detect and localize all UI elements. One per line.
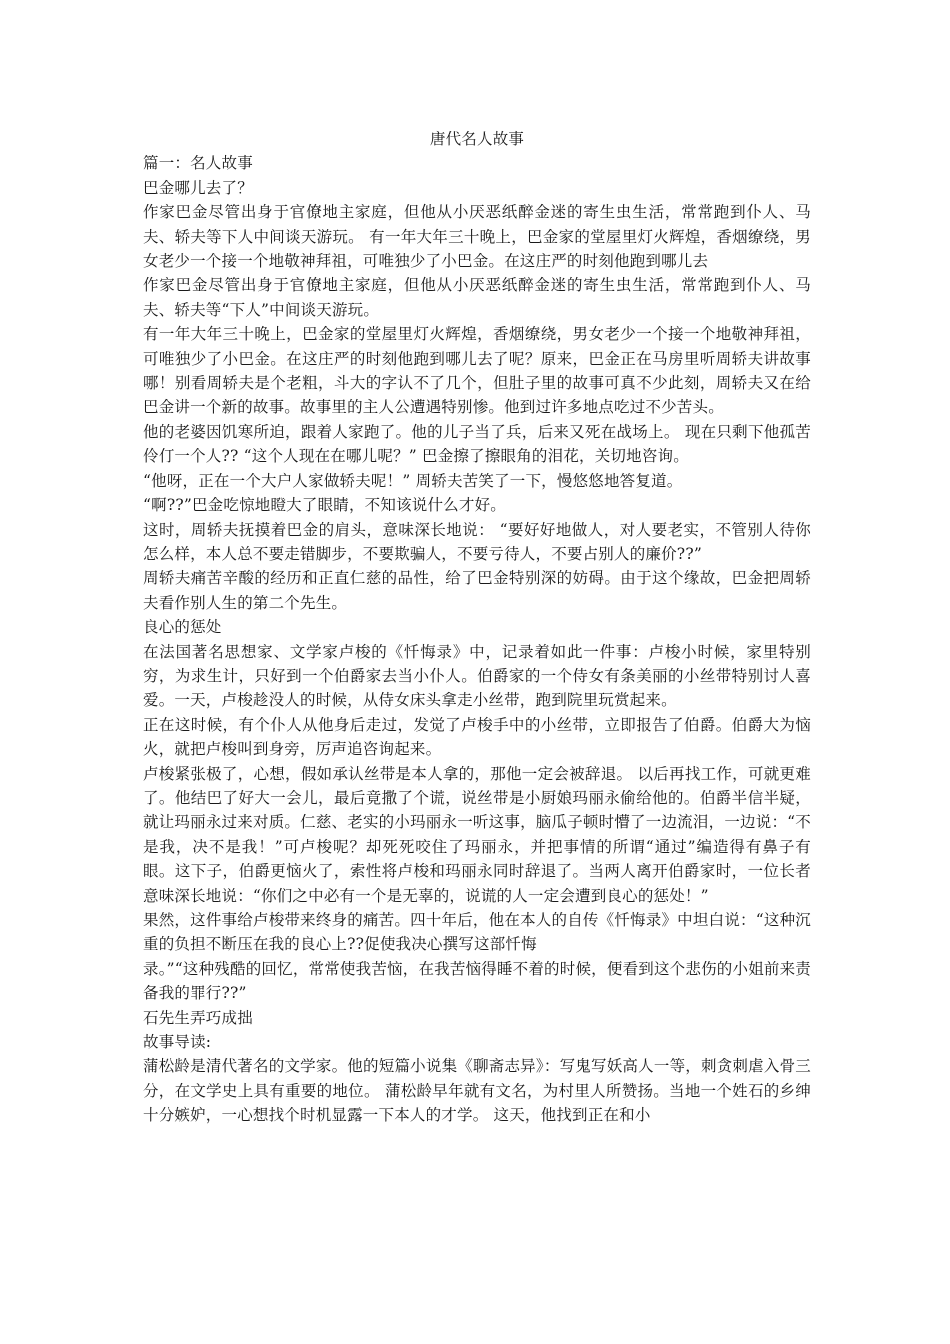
paragraph: 这时，周轿夫抚摸着巴金的肩头，意味深长地说： “要好好地做人，对人要老实，不管别人待你怎么样，本人总不要走错脚步，不要欺骗人，不要亏待人，不要占别人的廉价??” (143, 520, 811, 563)
paragraph: 他的老婆因饥寒所迫，跟着人家跑了。他的儿子当了兵，后来又死在战场上。 现在只剩下他孤苦伶仃一个人?? “这个人现在在哪儿呢？” 巴金擦了擦眼角的泪花，关切地咨询。 (143, 422, 811, 466)
paragraph: 正在这时候，有个仆人从他身后走过，发觉了卢梭手中的小丝带，立即报告了伯爵。伯爵大为恼火，就把卢梭叫到身旁，厉声追咨询起来。 (143, 715, 811, 759)
paragraph: 作家巴金尽管出身于官僚地主家庭，但他从小厌恶纸醉金迷的寄生虫生活，常常跑到仆人、马夫、轿夫等“下人”中间谈天游玩。 (143, 276, 811, 319)
story-heading: 石先生弄巧成拙 (143, 1008, 253, 1027)
document-body (143, 127, 811, 1128)
paragraph: 录。”“这种残酷的回忆，常常使我苦恼，在我苦恼得睡不着的时候，便看到这个悲伤的小姐前来责备我的罪行??” (143, 959, 811, 1003)
paragraph: “啊??”巴金吃惊地瞪大了眼睛，不知该说什么才好。 (143, 496, 506, 515)
story-heading: 巴金哪儿去了？ (143, 178, 253, 197)
section-heading: 篇一：名人故事 (143, 154, 253, 173)
story-heading: 良心的惩处 (143, 618, 222, 637)
paragraph: “他呀，正在一个大户人家做轿夫呢！” 周轿夫苦笑了一下，慢悠悠地答复道。 (143, 471, 683, 490)
paragraph: 蒲松龄是清代著名的文学家。他的短篇小说集《聊斋志异》：写鬼写妖高人一等，刺贪刺虐入骨三分，在文学史上具有重要的地位。 蒲松龄早年就有文名，为村里人所赞扬。当地一个姓石的乡绅十分嫉妒，一心想找个时机显露一下本人的才学。 这天，他找到正在和小 (143, 1057, 811, 1125)
paragraph: 在法国著名思想家、文学家卢梭的《忏悔录》中，记录着如此一件事：卢梭小时候，家里特别穷，为求生计，只好到一个伯爵家去当小仆人。伯爵家的一个侍女有条美丽的小丝带特别讨人喜爱。一天，卢梭趁没人的时候，从侍女床头拿走小丝带，跑到院里玩赏起来。 (143, 642, 811, 710)
paragraph: 作家巴金尽管出身于官僚地主家庭，但他从小厌恶纸醉金迷的寄生虫生活，常常跑到仆人、马夫、轿夫等下人中间谈天游玩。 有一年大年三十晚上，巴金家的堂屋里灯火辉煌，香烟缭绕，男女老少一个接一个地敬神拜祖，可唯独少了小巴金。在这庄严的时刻他跑到哪儿去 (143, 203, 811, 271)
paragraph: 有一年大年三十晚上，巴金家的堂屋里灯火辉煌，香烟缭绕，男女老少一个接一个地敬神拜祖，可唯独少了小巴金。在这庄严的时刻他跑到哪儿去了呢？原来，巴金正在马房里听周轿夫讲故事哪！别看周轿夫是个老粗，斗大的字认不了几个，但肚子里的故事可真不少此刻，周轿夫又在给巴金讲一个新的故事。故事里的主人公遭遇特别惨。他到过许多地点吃过不少苦头。 (143, 325, 811, 417)
paragraph: 卢梭紧张极了，心想，假如承认丝带是本人拿的，那他一定会被辞退。 以后再找工作，可就更难了。他结巴了好大一会儿，最后竟撒了个谎，说丝带是小厨娘玛丽永偷给他的。伯爵半信半疑，就让玛丽永过来对质。仁慈、老实的小玛丽永一听这事，脑瓜子顿时懵了一边流泪，一边说：“不是我，决不是我！”可卢梭呢？却死死咬住了玛丽永，并把事情的所谓“通过”编造得有鼻子有眼。这下子，伯爵更恼火了，索性将卢梭和玛丽永同时辞退了。当两人离开伯爵家时，一位长者意味深长地说：“你们之中必有一个是无辜的，说谎的人一定会遭到良心的惩处！” (143, 764, 811, 905)
paragraph: 周轿夫痛苦辛酸的经历和正直仁慈的品性，给了巴金特别深的妨碍。由于这个缘故，巴金把周轿夫看作别人生的第二个先生。 (143, 569, 811, 612)
subheading: 故事导读: (143, 1033, 212, 1052)
document-title: 唐代名人故事 (429, 130, 525, 148)
paragraph: 果然，这件事给卢梭带来终身的痛苦。四十年后，他在本人的自传《忏悔录》中坦白说：“这种沉重的负担不断压在我的良心上??促使我决心撰写这部忏悔 (143, 911, 811, 954)
